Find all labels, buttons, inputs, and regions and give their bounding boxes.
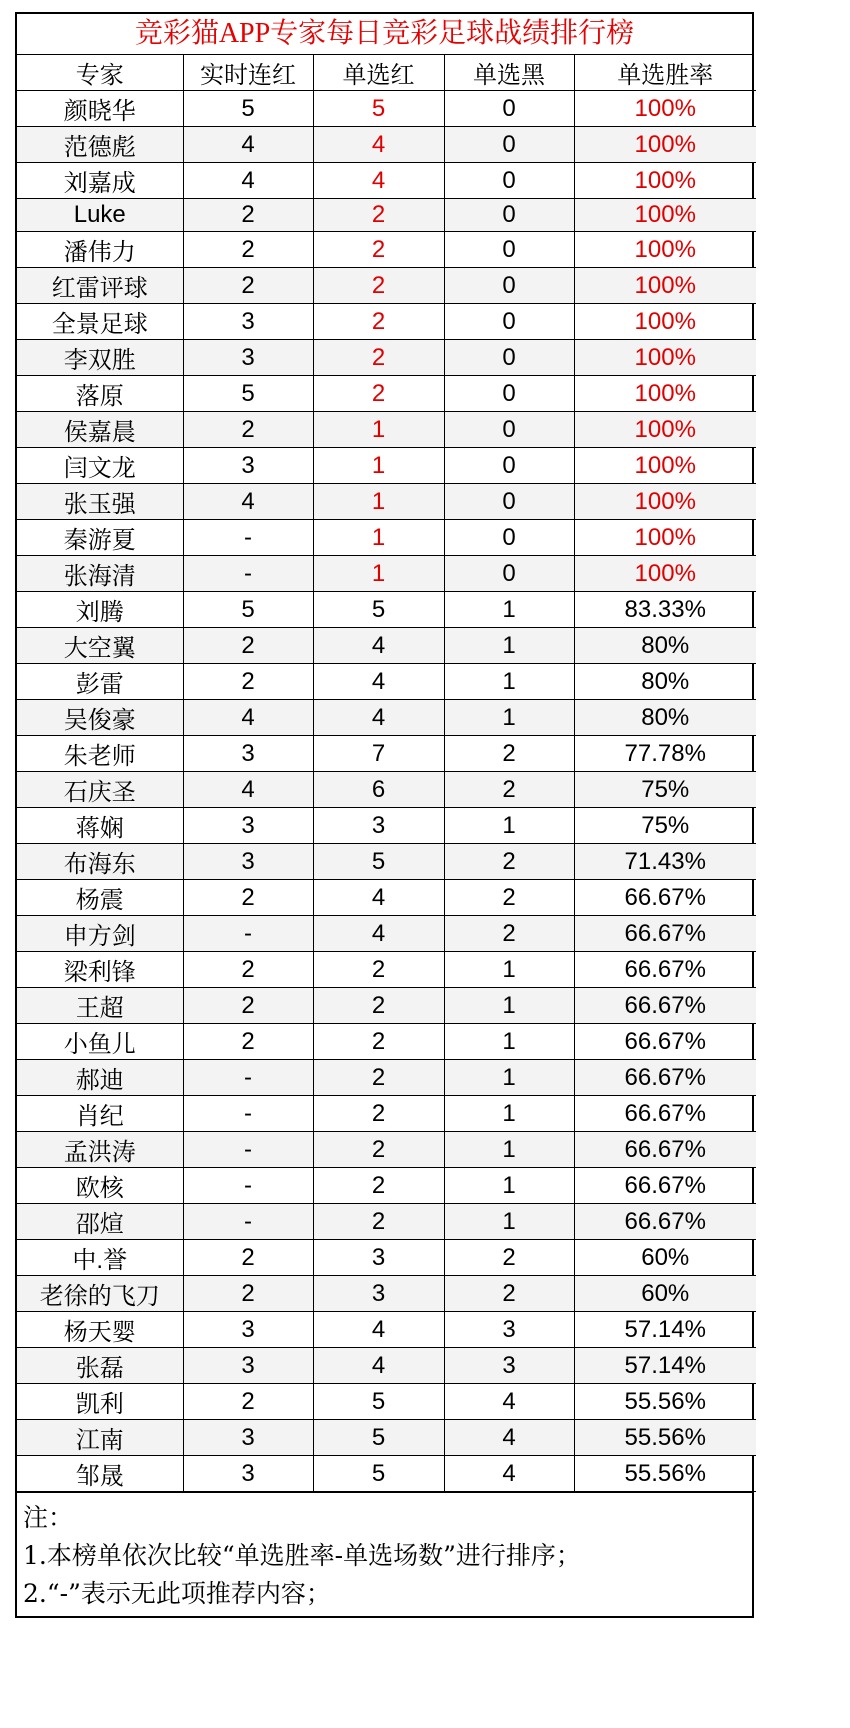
cell-black: 2	[444, 772, 574, 808]
table-row	[17, 91, 756, 127]
cell-name: 闫文龙	[17, 448, 183, 484]
table-row	[17, 880, 756, 916]
cell-black: 0	[444, 412, 574, 448]
cell-black: 1	[444, 1204, 574, 1240]
cell-streak: -	[183, 556, 313, 592]
cell-black: 2	[444, 916, 574, 952]
cell-streak: 2	[183, 952, 313, 988]
table-row	[17, 1132, 756, 1168]
cell-red: 4	[313, 664, 444, 700]
table-row	[17, 304, 756, 340]
cell-red: 2	[313, 1096, 444, 1132]
cell-rate: 100%	[574, 163, 756, 199]
cell-black: 1	[444, 1024, 574, 1060]
cell-name: 江南	[17, 1420, 183, 1456]
cell-streak: -	[183, 1132, 313, 1168]
notes-line-1: 1.本榜单依次比较“单选胜率-单选场数”进行排序；	[23, 1541, 581, 1571]
table-row	[17, 1024, 756, 1060]
column-header-expert: 专家	[17, 55, 183, 91]
cell-red: 7	[313, 736, 444, 772]
cell-red: 2	[313, 199, 444, 232]
cell-name: 老徐的飞刀	[17, 1276, 183, 1312]
cell-streak: 2	[183, 268, 313, 304]
cell-red: 4	[313, 163, 444, 199]
cell-rate: 100%	[574, 91, 756, 127]
table-row	[17, 127, 756, 163]
cell-name: 蒋娴	[17, 808, 183, 844]
cell-red: 6	[313, 772, 444, 808]
table-row	[17, 1456, 756, 1492]
cell-rate: 100%	[574, 199, 756, 232]
table-row	[17, 484, 756, 520]
table-row	[17, 1348, 756, 1384]
cell-rate: 66.67%	[574, 1024, 756, 1060]
cell-name: 张玉强	[17, 484, 183, 520]
cell-name: 杨震	[17, 880, 183, 916]
cell-rate: 66.67%	[574, 1168, 756, 1204]
cell-black: 0	[444, 376, 574, 412]
column-header-black: 单选黑	[444, 55, 574, 91]
cell-name: 中.誉	[17, 1240, 183, 1276]
cell-red: 4	[313, 880, 444, 916]
table-row	[17, 268, 756, 304]
table-row	[17, 628, 756, 664]
cell-rate: 66.67%	[574, 1132, 756, 1168]
table-row	[17, 1384, 756, 1420]
cell-streak: 4	[183, 163, 313, 199]
cell-rate: 57.14%	[574, 1348, 756, 1384]
table-row	[17, 700, 756, 736]
cell-red: 5	[313, 592, 444, 628]
cell-red: 2	[313, 1132, 444, 1168]
table-body	[17, 91, 756, 1492]
cell-black: 2	[444, 844, 574, 880]
cell-name: 石庆圣	[17, 772, 183, 808]
cell-streak: 3	[183, 340, 313, 376]
cell-name: 杨天婴	[17, 1312, 183, 1348]
cell-streak: 2	[183, 988, 313, 1024]
cell-streak: 2	[183, 1276, 313, 1312]
cell-rate: 75%	[574, 808, 756, 844]
cell-black: 0	[444, 556, 574, 592]
cell-name: 欧核	[17, 1168, 183, 1204]
notes-line-2: 2.“-”表示无此项推荐内容；	[23, 1579, 331, 1609]
cell-name: 侯嘉晨	[17, 412, 183, 448]
cell-black: 0	[444, 232, 574, 268]
table-row	[17, 199, 756, 232]
cell-streak: 2	[183, 1024, 313, 1060]
cell-streak: 3	[183, 736, 313, 772]
cell-name: 张海清	[17, 556, 183, 592]
cell-red: 5	[313, 1420, 444, 1456]
cell-rate: 100%	[574, 448, 756, 484]
table-row	[17, 1204, 756, 1240]
cell-black: 0	[444, 199, 574, 232]
cell-name: 范德彪	[17, 127, 183, 163]
cell-red: 1	[313, 448, 444, 484]
cell-red: 5	[313, 1384, 444, 1420]
ranking-table	[17, 55, 756, 1492]
cell-rate: 66.67%	[574, 1204, 756, 1240]
cell-rate: 75%	[574, 772, 756, 808]
cell-red: 2	[313, 952, 444, 988]
table-row	[17, 412, 756, 448]
cell-streak: 3	[183, 844, 313, 880]
cell-streak: 2	[183, 199, 313, 232]
cell-rate: 83.33%	[574, 592, 756, 628]
cell-red: 4	[313, 1348, 444, 1384]
cell-rate: 55.56%	[574, 1420, 756, 1456]
cell-streak: 5	[183, 91, 313, 127]
cell-name: 张磊	[17, 1348, 183, 1384]
cell-red: 2	[313, 268, 444, 304]
cell-name: 孟洪涛	[17, 1132, 183, 1168]
cell-red: 2	[313, 1024, 444, 1060]
cell-red: 3	[313, 1276, 444, 1312]
cell-rate: 66.67%	[574, 988, 756, 1024]
cell-name: 郝迪	[17, 1060, 183, 1096]
table-row	[17, 592, 756, 628]
cell-name: 秦游夏	[17, 520, 183, 556]
table-row	[17, 1060, 756, 1096]
cell-rate: 66.67%	[574, 880, 756, 916]
cell-name: 落原	[17, 376, 183, 412]
table-row	[17, 664, 756, 700]
cell-black: 4	[444, 1456, 574, 1492]
cell-red: 5	[313, 844, 444, 880]
cell-rate: 71.43%	[574, 844, 756, 880]
cell-black: 4	[444, 1384, 574, 1420]
cell-streak: 2	[183, 1240, 313, 1276]
cell-red: 1	[313, 484, 444, 520]
cell-name: 刘嘉成	[17, 163, 183, 199]
cell-rate: 57.14%	[574, 1312, 756, 1348]
cell-black: 0	[444, 91, 574, 127]
cell-black: 0	[444, 340, 574, 376]
cell-rate: 100%	[574, 304, 756, 340]
cell-name: 申方剑	[17, 916, 183, 952]
table-row	[17, 1312, 756, 1348]
cell-streak: 3	[183, 1348, 313, 1384]
cell-red: 1	[313, 412, 444, 448]
cell-red: 4	[313, 700, 444, 736]
cell-rate: 55.56%	[574, 1456, 756, 1492]
cell-rate: 100%	[574, 127, 756, 163]
cell-rate: 66.67%	[574, 916, 756, 952]
cell-black: 3	[444, 1348, 574, 1384]
cell-rate: 77.78%	[574, 736, 756, 772]
cell-red: 3	[313, 808, 444, 844]
cell-red: 4	[313, 916, 444, 952]
cell-rate: 100%	[574, 268, 756, 304]
table-row	[17, 1240, 756, 1276]
cell-black: 1	[444, 664, 574, 700]
cell-streak: 3	[183, 1312, 313, 1348]
cell-streak: -	[183, 1168, 313, 1204]
cell-name: 邵煊	[17, 1204, 183, 1240]
cell-black: 2	[444, 1240, 574, 1276]
cell-name: 吴俊豪	[17, 700, 183, 736]
table-row	[17, 232, 756, 268]
cell-red: 2	[313, 1060, 444, 1096]
cell-name: 李双胜	[17, 340, 183, 376]
cell-rate: 100%	[574, 340, 756, 376]
cell-rate: 66.67%	[574, 1096, 756, 1132]
cell-streak: 4	[183, 484, 313, 520]
cell-name: 朱老师	[17, 736, 183, 772]
notes-heading: 注：	[23, 1503, 74, 1533]
table-row	[17, 916, 756, 952]
cell-rate: 60%	[574, 1276, 756, 1312]
cell-name: Luke	[17, 199, 183, 232]
cell-streak: 3	[183, 448, 313, 484]
cell-black: 0	[444, 484, 574, 520]
cell-streak: -	[183, 520, 313, 556]
cell-red: 5	[313, 1456, 444, 1492]
cell-red: 1	[313, 556, 444, 592]
cell-black: 2	[444, 880, 574, 916]
cell-black: 0	[444, 268, 574, 304]
cell-name: 红雷评球	[17, 268, 183, 304]
cell-streak: 4	[183, 772, 313, 808]
cell-name: 肖纪	[17, 1096, 183, 1132]
cell-rate: 100%	[574, 520, 756, 556]
cell-rate: 100%	[574, 484, 756, 520]
cell-black: 1	[444, 1132, 574, 1168]
cell-name: 刘腾	[17, 592, 183, 628]
table-row	[17, 1276, 756, 1312]
cell-rate: 66.67%	[574, 952, 756, 988]
table-row	[17, 340, 756, 376]
cell-rate: 80%	[574, 628, 756, 664]
cell-streak: -	[183, 916, 313, 952]
cell-red: 2	[313, 1168, 444, 1204]
cell-black: 2	[444, 736, 574, 772]
cell-streak: 2	[183, 664, 313, 700]
table-row	[17, 163, 756, 199]
cell-rate: 100%	[574, 232, 756, 268]
cell-name: 彭雷	[17, 664, 183, 700]
cell-black: 1	[444, 628, 574, 664]
cell-name: 全景足球	[17, 304, 183, 340]
cell-rate: 60%	[574, 1240, 756, 1276]
cell-black: 1	[444, 1096, 574, 1132]
cell-streak: 2	[183, 1384, 313, 1420]
cell-red: 2	[313, 304, 444, 340]
table-row	[17, 1168, 756, 1204]
cell-black: 1	[444, 1060, 574, 1096]
page-title: 竞彩猫APP专家每日竞彩足球战绩排行榜	[17, 14, 752, 55]
cell-black: 0	[444, 448, 574, 484]
cell-name: 凯利	[17, 1384, 183, 1420]
cell-streak: 2	[183, 232, 313, 268]
cell-black: 0	[444, 304, 574, 340]
cell-rate: 66.67%	[574, 1060, 756, 1096]
cell-red: 4	[313, 127, 444, 163]
cell-black: 2	[444, 1276, 574, 1312]
cell-streak: 2	[183, 880, 313, 916]
ranking-sheet	[15, 12, 754, 1618]
cell-streak: 3	[183, 304, 313, 340]
cell-streak: 5	[183, 376, 313, 412]
cell-black: 1	[444, 952, 574, 988]
cell-black: 0	[444, 520, 574, 556]
cell-red: 5	[313, 91, 444, 127]
cell-name: 颜晓华	[17, 91, 183, 127]
table-row	[17, 1420, 756, 1456]
notes-section	[17, 1492, 752, 1616]
table-row	[17, 520, 756, 556]
cell-black: 0	[444, 163, 574, 199]
table-row	[17, 952, 756, 988]
cell-rate: 55.56%	[574, 1384, 756, 1420]
table-row	[17, 376, 756, 412]
cell-black: 0	[444, 127, 574, 163]
cell-black: 3	[444, 1312, 574, 1348]
cell-red: 1	[313, 520, 444, 556]
cell-name: 梁利锋	[17, 952, 183, 988]
cell-rate: 80%	[574, 700, 756, 736]
cell-name: 大空翼	[17, 628, 183, 664]
cell-streak: -	[183, 1060, 313, 1096]
cell-red: 2	[313, 376, 444, 412]
cell-streak: 3	[183, 808, 313, 844]
column-header-red: 单选红	[313, 55, 444, 91]
table-row	[17, 1096, 756, 1132]
cell-black: 1	[444, 808, 574, 844]
cell-red: 2	[313, 988, 444, 1024]
cell-streak: 2	[183, 628, 313, 664]
cell-red: 2	[313, 340, 444, 376]
cell-red: 4	[313, 1312, 444, 1348]
table-row	[17, 448, 756, 484]
cell-red: 4	[313, 628, 444, 664]
column-header-streak: 实时连红	[183, 55, 313, 91]
cell-streak: 3	[183, 1456, 313, 1492]
cell-streak: 4	[183, 127, 313, 163]
cell-black: 1	[444, 1168, 574, 1204]
cell-name: 布海东	[17, 844, 183, 880]
table-row	[17, 988, 756, 1024]
cell-black: 1	[444, 592, 574, 628]
cell-name: 邹晟	[17, 1456, 183, 1492]
column-header-rate: 单选胜率	[574, 55, 756, 91]
cell-name: 潘伟力	[17, 232, 183, 268]
table-header-row	[17, 55, 756, 91]
cell-black: 1	[444, 700, 574, 736]
cell-red: 2	[313, 232, 444, 268]
table-row	[17, 556, 756, 592]
cell-rate: 100%	[574, 412, 756, 448]
cell-name: 王超	[17, 988, 183, 1024]
cell-streak: 5	[183, 592, 313, 628]
cell-streak: 3	[183, 1420, 313, 1456]
cell-red: 2	[313, 1204, 444, 1240]
cell-black: 4	[444, 1420, 574, 1456]
table-row	[17, 808, 756, 844]
cell-red: 3	[313, 1240, 444, 1276]
cell-streak: 4	[183, 700, 313, 736]
cell-rate: 100%	[574, 376, 756, 412]
cell-streak: -	[183, 1204, 313, 1240]
table-row	[17, 844, 756, 880]
table-row	[17, 736, 756, 772]
cell-black: 1	[444, 988, 574, 1024]
cell-streak: -	[183, 1096, 313, 1132]
cell-rate: 80%	[574, 664, 756, 700]
cell-name: 小鱼儿	[17, 1024, 183, 1060]
cell-rate: 100%	[574, 556, 756, 592]
cell-streak: 2	[183, 412, 313, 448]
table-row	[17, 772, 756, 808]
